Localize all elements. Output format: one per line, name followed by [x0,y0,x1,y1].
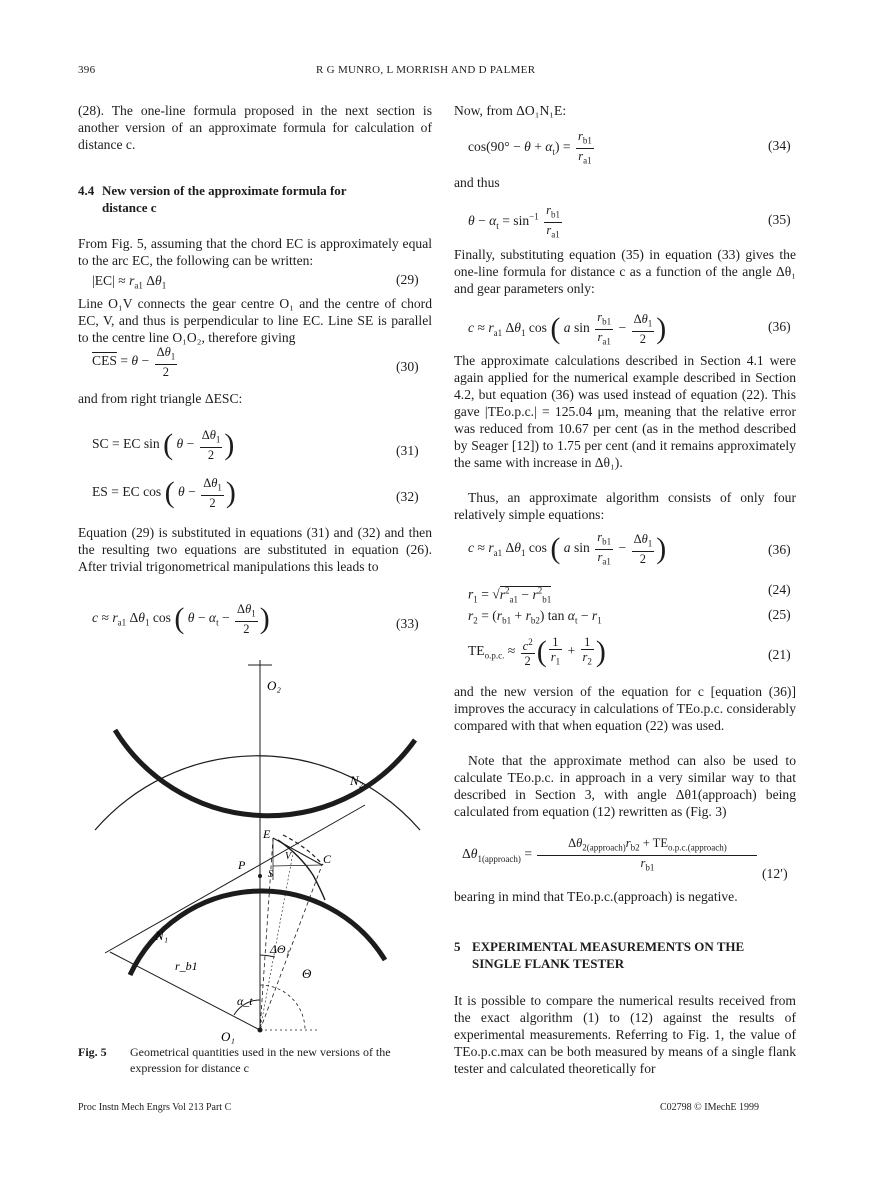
paragraph-substituting: Finally, substituting equation (35) in equation (33) gives the one-line formula for distance c as a function of the angle Δθ₁ and gear parameters only: [454,247,796,296]
theta-arc [260,985,305,1030]
label-p: P [238,858,246,872]
paragraph-triangle: and from right triangle ΔESC: [78,391,243,406]
figure-5-caption [78,1044,432,1075]
label-s: S [268,869,273,880]
line-of-action [105,805,365,953]
caption-line1: Geometrical quantities used in the new versions of the [130,1045,391,1059]
section-title-line2: distance c [102,200,157,215]
section-5-title-line1: EXPERIMENTAL MEASUREMENTS ON THE [472,939,745,954]
footer-copyright: C02798 © IMechE 1999 [660,1102,759,1113]
equation-34-number: (34) [768,138,791,153]
paragraph-chord: From Fig. 5, assuming that the chord EC is approximately equal to the arc EC, the following can be written: [78,236,432,268]
equation-12-prime: $\Delta\theta_{1(approach)}$ = $\frac{\Delta\theta_{2(approach)}r_{b2} + TE_{o.p.c.(approach)}}{r_{b1}}$ [462,836,759,874]
section-5-number: 5 [454,939,461,954]
equation-29: $|EC| \approx r_{a1}$ $\Delta\theta_1$ [92,273,167,291]
equation-33: $c \approx r_{a1}$ $\Delta\theta_1$ cos ( $\theta - \alpha_t$ − $\frac{\Delta\theta_1}{2}$ ) [92,601,270,636]
line-sc [273,865,322,866]
label-dtheta: ΔΘ₁ [270,942,290,956]
running-header: R G MUNRO, L MORRISH AND D PALMER [316,64,536,76]
label-n1: N₁ [155,928,169,943]
label-v: V [285,851,292,862]
pitch-point [258,874,262,878]
label-e: E [263,827,271,841]
section-number: 4.4 [78,183,95,198]
equation-12-prime-number: (12′) [762,866,788,881]
figure-5-diagram [85,655,430,1044]
paragraph-line-o1v: Line O₁V connects the gear centre O₁ and the centre of chord EC, V, and thus is perpendicular to line EC. Line SE is parallel to the centre line O₁O₂, therefore giving [78,296,432,345]
intro-paragraph: (28). The one-line formula proposed in the next section is another version of an approximate formula for calculation of distance c. [78,103,432,152]
equation-33-number: (33) [396,616,419,631]
equation-35: $\theta - \alpha_t = \sin^{-1}$ $\frac{r_{b1}}{r_{a1}}$ [468,203,560,239]
section-5-heading [454,938,796,972]
label-o2: O₂ [267,678,281,693]
paragraph-calculations: The approximate calculations described in Section 4.1 were again applied for the numerical example described in Section 4.2, but equation (36) was used instead of equation (22). This gave |TEo.p.c.| = 125.04 μm, meaning that the relative error was reduced from 10.67 per cent (as in the method described by Seager [12]) to 1.75 per cent (and it remains approximately the same with increase in Δθ₁). [454,353,796,470]
label-n2: N₂ [350,773,364,788]
upper-gear-tip-circle [115,730,415,816]
section-title-line1: New version of the approximate formula for [102,183,347,198]
equation-32-number: (32) [396,489,419,504]
paragraph-new-version: and the new version of the equation for c [equation (36)] improves the accuracy in calculations of TEo.p.c. considerably compared with that when equation (22) was used. [454,684,796,733]
and-thus-text: and thus [454,175,500,190]
figure-label: Fig. 5 [78,1045,107,1059]
equation-31: SC = EC sin ( θ − $\frac{\Delta\theta_1}{2}$ ) [92,427,235,462]
label-theta: Θ [302,966,312,981]
equation-25-number: (25) [768,607,791,622]
paragraph-experimental: It is possible to compare the numerical results received from the exact algorithm (1) to (12) against the results of experimental measurements. Referring to Fig. 1, the value of TEo.p.c.max can be both measured by means of a single flank tester and calculated theoretically for [454,993,796,1076]
paragraph-algorithm: Thus, an approximate algorithm consists of only four relatively simple equations: [454,490,796,522]
equation-30-number: (30) [396,359,419,374]
footer-journal: Proc Instn Mech Engrs Vol 213 Part C [78,1102,232,1113]
label-rb1: r_b1 [175,959,198,973]
caption-line2: expression for distance c [130,1061,249,1075]
chord-ec [273,838,322,865]
lower-gear-tip-circle [130,891,385,975]
equation-32: ES = EC cos ( θ − $\frac{\Delta\theta_1}{2}$ ) [92,475,236,510]
label-c: C [323,852,332,866]
paragraph-approach: Note that the approximate method can also be used to calculate TEo.p.c. in approach in a very similar way to that described in Section 3, with angle Δθ1(approach) being calculated from equation (12) rewritten as (Fig. 3) [454,753,796,819]
o1-centre [258,1028,263,1033]
equation-24-number: (24) [768,582,791,597]
equation-31-number: (31) [396,443,419,458]
equation-30: $\overline{CES} = \theta$ − $\frac{\Delta\theta_1}{2}$ [92,345,176,379]
section-4-4-heading [78,182,432,216]
label-alpha: α_t [237,994,253,1008]
equation-29-number: (29) [396,272,419,287]
paragraph-negative: bearing in mind that TEo.p.c.(approach) is negative. [454,889,738,904]
equation-25: $r_2 = (r_{b1} + r_{b2})$ $\tan \alpha_t - r_1$ [468,608,602,626]
equation-24: $r_1 = √r^2_{a1} - r^2_{b1}$ [468,585,552,605]
label-o1: O₁ [221,1029,235,1044]
paragraph-substitution: Equation (29) is substituted in equations (31) and (32) and then the resulting two equations are substituted in equation (26). After trivial trigonometrical manipulations this leads to [78,525,432,574]
paragraph-triangle-o1n1e: Now, from ΔO₁N₁E: [454,103,567,118]
equation-36-repeat: $c \approx r_{a1}$ $\Delta\theta_1$ cos ( a sin $\frac{r_{b1}}{r_{a1}}$ − $\frac{\Delta\theta_1}{2}$ ) [468,530,667,566]
equation-35-number: (35) [768,212,791,227]
equation-36-repeat-number: (36) [768,542,791,557]
page-number: 396 [78,64,96,76]
equation-21: $TE_{o.p.c.}$ ≈ $\frac{c^2}{2}$ ( $\frac{1}{r_1}$ + $\frac{1}{r_2}$ ) [468,634,606,669]
equation-36: $c \approx r_{a1}$ $\Delta\theta_1$ cos ( a sin $\frac{r_{b1}}{r_{a1}}$ − $\frac{\Delta\theta_1}{2}$ ) [468,310,667,346]
equation-21-number: (21) [768,647,791,662]
equation-36-number: (36) [768,319,791,334]
equation-34: $\cos(90^\circ - \theta + \alpha_t)$ = $\frac{r_{b1}}{r_{a1}}$ [468,129,592,165]
section-5-title-line2: SINGLE FLANK TESTER [472,956,625,971]
